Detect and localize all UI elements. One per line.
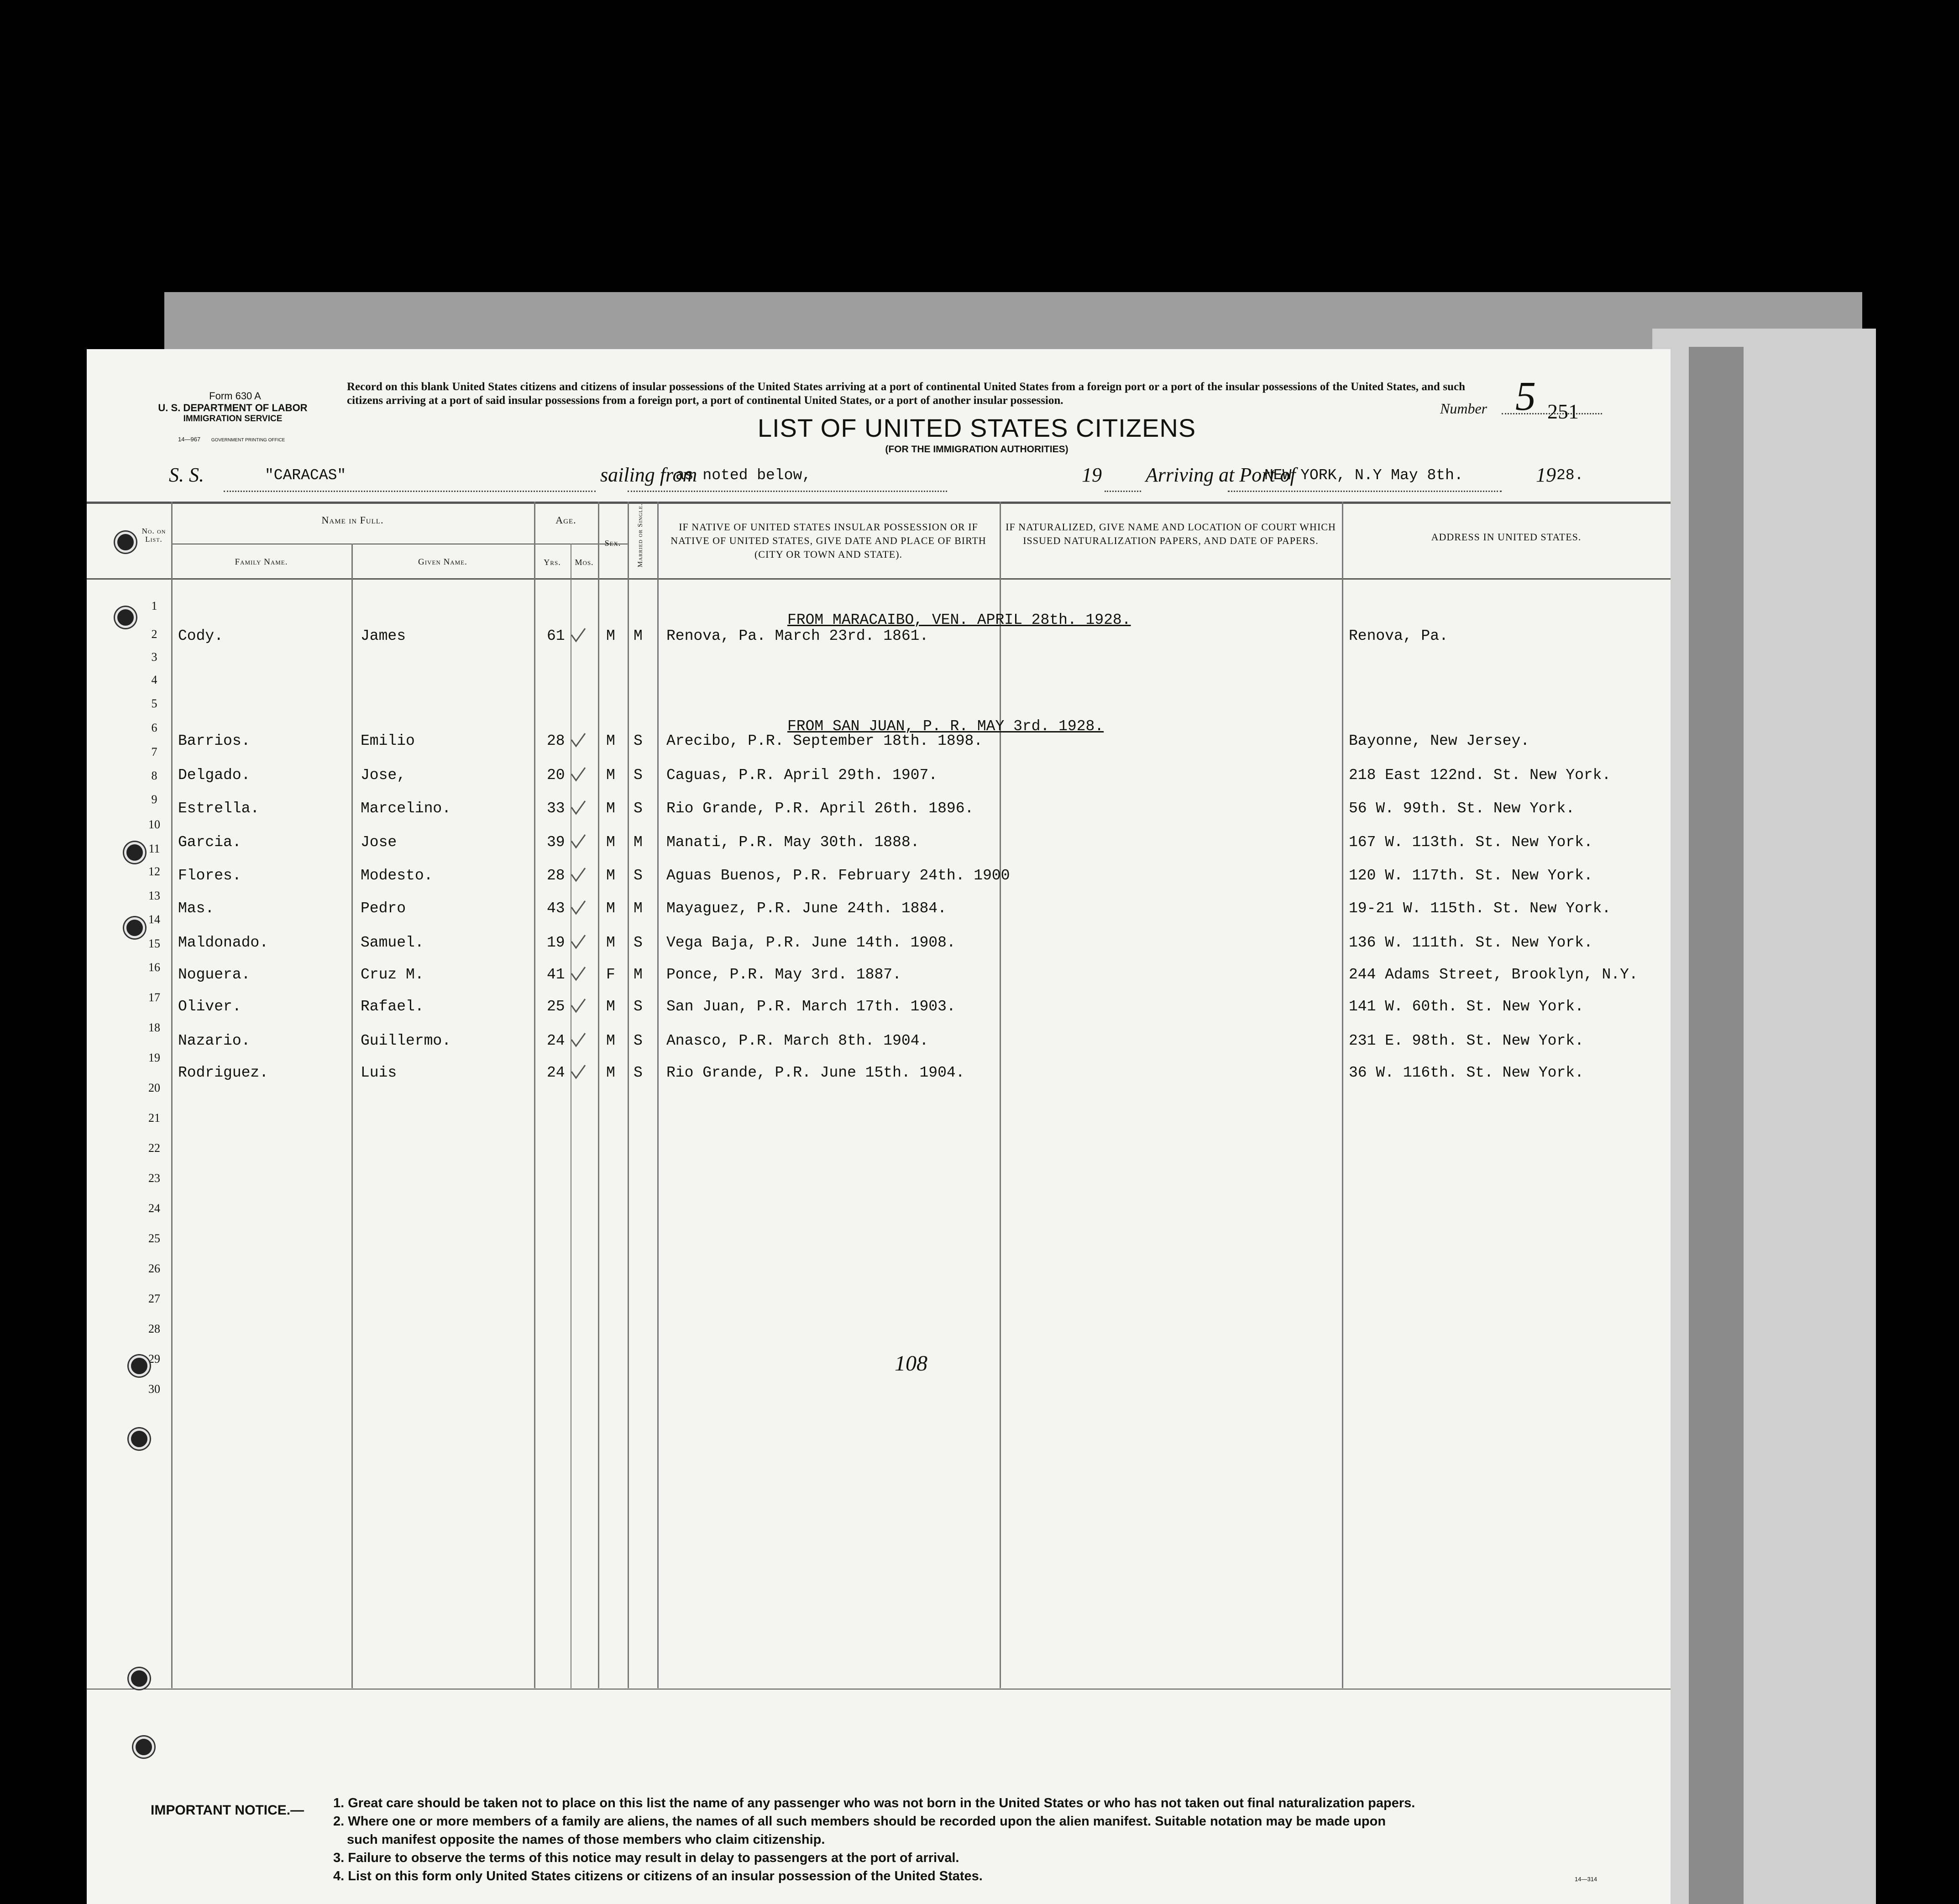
family-name-cell: Noguera. xyxy=(178,966,251,983)
col-divider xyxy=(171,502,173,1688)
check-mark-icon xyxy=(570,800,586,816)
given-name-cell: Cruz M. xyxy=(361,966,424,983)
col-header-married: Married or Single. xyxy=(637,503,644,568)
given-name-cell: James xyxy=(361,628,406,644)
address-cell: 141 W. 60th. St. New York. xyxy=(1349,998,1584,1015)
page-stamp: 108 xyxy=(895,1351,927,1376)
check-mark-icon xyxy=(570,1064,586,1081)
marital-status-cell: S xyxy=(634,1032,643,1049)
notice-item-3: 3. Failure to observe the terms of this notice may result in delay to passengers at the port of arrival. xyxy=(333,1851,959,1865)
notice-item-1: 1. Great care should be taken not to place on this list the name of any passenger who was not born in the United States or who has not taken out final naturalization papers. xyxy=(333,1796,1415,1810)
binding-hole xyxy=(124,917,145,938)
col-header-age: Age. xyxy=(555,514,576,526)
given-name-cell: Modesto. xyxy=(361,867,433,884)
binding-hole xyxy=(133,1737,154,1758)
number-value: 5 xyxy=(1515,374,1536,419)
col-divider xyxy=(1342,502,1343,1688)
row-number: 18 xyxy=(148,1021,160,1034)
year-prefix: 19 xyxy=(1082,464,1102,486)
sailing-label: sailing from xyxy=(600,464,697,486)
header-bottom-border xyxy=(87,578,1671,580)
family-name-cell: Mas. xyxy=(178,900,215,917)
col-divider xyxy=(657,502,659,1688)
marital-status-cell: S xyxy=(634,867,643,884)
age-cell: 24 xyxy=(547,1032,565,1049)
row-number: 9 xyxy=(151,793,157,806)
row-number: 25 xyxy=(148,1232,160,1245)
sex-cell: M xyxy=(606,867,615,884)
col-header-native-info: IF NATIVE OF UNITED STATES INSULAR POSSESSION OR IF NATIVE OF UNITED STATES, GIVE DATE AND PLACE OF BIRTH (CITY OR TOWN AND STATE). xyxy=(670,521,986,560)
notice-label: IMPORTANT NOTICE.— xyxy=(151,1803,304,1818)
row-number: 16 xyxy=(148,961,160,974)
family-name-cell: Barrios. xyxy=(178,732,251,749)
birth-info-cell: Aguas Buenos, P.R. February 24th. 1900 xyxy=(666,867,1010,884)
binding-hole xyxy=(129,1355,150,1376)
age-cell: 33 xyxy=(547,800,565,817)
notice-item-4: 4. List on this form only United States citizens or citizens of an insular possession of the United States. xyxy=(333,1869,983,1883)
given-name-cell: Jose, xyxy=(361,767,406,784)
marital-status-cell: M xyxy=(634,900,643,917)
ship-blank xyxy=(224,491,596,492)
family-name-cell: Nazario. xyxy=(178,1032,251,1049)
age-cell: 19 xyxy=(547,934,565,951)
address-cell: 36 W. 116th. St. New York. xyxy=(1349,1064,1584,1081)
stamp-number: 251 xyxy=(1547,400,1579,423)
check-mark-icon xyxy=(570,834,586,850)
sex-cell: M xyxy=(606,1032,615,1049)
address-cell: 19-21 W. 115th. St. New York. xyxy=(1349,900,1611,917)
age-cell: 28 xyxy=(547,867,565,884)
family-name-cell: Cody. xyxy=(178,628,224,644)
marital-status-cell: S xyxy=(634,934,643,951)
row-number: 7 xyxy=(151,745,157,758)
binding-hole xyxy=(124,842,145,863)
col-header-no: No. on List. xyxy=(141,527,166,544)
marital-status-cell: M xyxy=(634,834,643,851)
birth-info-cell: Vega Baja, P.R. June 14th. 1908. xyxy=(666,934,956,951)
address-cell: 231 E. 98th. St. New York. xyxy=(1349,1032,1584,1049)
row-number: 21 xyxy=(148,1111,160,1125)
marital-status-cell: S xyxy=(634,732,643,749)
birth-info-cell: Caguas, P.R. April 29th. 1907. xyxy=(666,767,938,784)
family-name-cell: Delgado. xyxy=(178,767,251,784)
birth-info-cell: Ponce, P.R. May 3rd. 1887. xyxy=(666,966,901,983)
check-mark-icon xyxy=(570,966,586,983)
row-number: 14 xyxy=(148,913,160,926)
address-cell: 120 W. 117th. St. New York. xyxy=(1349,867,1593,884)
form-number: Form 630 A xyxy=(209,390,261,402)
check-mark-icon xyxy=(570,732,586,749)
family-name-cell: Estrella. xyxy=(178,800,260,817)
row-number: 17 xyxy=(148,991,160,1004)
age-cell: 20 xyxy=(547,767,565,784)
arrival-blank xyxy=(1228,491,1502,492)
print-code-number: 14—967 xyxy=(178,436,201,443)
row-number: 27 xyxy=(148,1292,160,1305)
sex-cell: M xyxy=(606,628,615,644)
col-divider xyxy=(534,502,535,1688)
row-number: 23 xyxy=(148,1172,160,1185)
marital-status-cell: M xyxy=(634,966,643,983)
given-name-cell: Jose xyxy=(361,834,397,851)
table-top-border xyxy=(87,502,1671,504)
col-divider xyxy=(1000,502,1001,1688)
given-name-cell: Samuel. xyxy=(361,934,424,951)
row-number: 13 xyxy=(148,889,160,902)
birth-info-cell: Renova, Pa. March 23rd. 1861. xyxy=(666,628,929,644)
birth-info-cell: Rio Grande, P.R. June 15th. 1904. xyxy=(666,1064,965,1081)
sailing-from: as noted below, xyxy=(676,467,812,484)
col-header-naturalized-info: IF NATURALIZED, GIVE NAME AND LOCATION OF COURT WHICH ISSUED NATURALIZATION PAPERS, AND DATE OF PAPERS. xyxy=(1006,521,1336,546)
binding-hole xyxy=(129,1428,150,1449)
col-divider xyxy=(351,544,353,1688)
table-bottom-border xyxy=(87,1689,1671,1690)
section-header-san-juan: FROM SAN JUAN, P. R. MAY 3rd. 1928. xyxy=(787,718,1104,735)
birth-info-cell: Rio Grande, P.R. April 26th. 1896. xyxy=(666,800,974,817)
col-header-family-name: Family Name. xyxy=(235,557,288,567)
check-mark-icon xyxy=(570,628,586,644)
check-mark-icon xyxy=(570,767,586,783)
sex-cell: M xyxy=(606,900,615,917)
background-sheet xyxy=(1652,329,1876,1904)
sex-cell: F xyxy=(606,966,615,983)
arrival-year: 28. xyxy=(1556,467,1584,484)
address-cell: Bayonne, New Jersey. xyxy=(1349,732,1530,749)
form-instructions: Record on this blank United States citizens and citizens of insular possessions of the United States arriving at a port of continental United States from a foreign port or a port of the insular possessions of the United States, and such citizens arriving at a port of said insular possessions from a foreign port, a port of continental United States, or a port of another insular possession. xyxy=(347,381,1465,407)
birth-info-cell: Manati, P.R. May 30th. 1888. xyxy=(666,834,920,851)
row-number: 20 xyxy=(148,1081,160,1094)
check-mark-icon xyxy=(570,934,586,951)
check-mark-icon xyxy=(570,1032,586,1049)
notice-item-2-cont: such manifest opposite the names of those members who claim citizenship. xyxy=(347,1832,825,1847)
given-name-cell: Guillermo. xyxy=(361,1032,451,1049)
arrival-port: NEW YORK, N.Y May 8th. xyxy=(1264,467,1463,484)
row-number: 28 xyxy=(148,1322,160,1335)
sex-cell: M xyxy=(606,800,615,817)
col-divider xyxy=(598,502,599,1688)
row-number: 26 xyxy=(148,1262,160,1275)
birth-info-cell: San Juan, P.R. March 17th. 1903. xyxy=(666,998,956,1015)
marital-status-cell: S xyxy=(634,767,643,784)
marital-status-cell: M xyxy=(634,628,643,644)
print-code xyxy=(178,436,285,443)
check-mark-icon xyxy=(570,867,586,884)
binding-hole xyxy=(115,607,136,628)
age-cell: 25 xyxy=(547,998,565,1015)
row-number: 6 xyxy=(151,721,157,734)
marital-status-cell: S xyxy=(634,1064,643,1081)
row-number: 5 xyxy=(151,697,157,710)
sex-cell: M xyxy=(606,998,615,1015)
form-subtitle: (FOR THE IMMIGRATION AUTHORITIES) xyxy=(885,444,1069,455)
number-label: Number xyxy=(1440,400,1488,417)
col-header-given-name: Given Name. xyxy=(418,557,467,567)
age-cell: 28 xyxy=(547,732,565,749)
family-name-cell: Rodriguez. xyxy=(178,1064,269,1081)
department-name: U. S. DEPARTMENT OF LABOR xyxy=(158,402,308,413)
address-cell: 244 Adams Street, Brooklyn, N.Y. xyxy=(1349,966,1638,983)
row-number: 29 xyxy=(148,1352,160,1365)
family-name-cell: Flores. xyxy=(178,867,241,884)
arrival-year-prefix: 19 xyxy=(1536,464,1556,486)
address-cell: 218 East 122nd. St. New York. xyxy=(1349,767,1611,784)
sailing-blank xyxy=(628,491,947,492)
given-name-cell: Emilio xyxy=(361,732,415,749)
row-number: 24 xyxy=(148,1202,160,1215)
check-mark-icon xyxy=(570,998,586,1015)
row-number: 30 xyxy=(148,1382,160,1396)
row-number: 15 xyxy=(148,937,160,950)
row-number: 12 xyxy=(148,865,160,878)
marital-status-cell: S xyxy=(634,800,643,817)
address-cell: 167 W. 113th. St. New York. xyxy=(1349,834,1593,851)
family-name-cell: Garcia. xyxy=(178,834,241,851)
arriving-label: Arriving at Port of xyxy=(1146,464,1296,486)
given-name-cell: Pedro xyxy=(361,900,406,917)
print-office: GOVERNMENT PRINTING OFFICE xyxy=(211,438,285,443)
row-number: 8 xyxy=(151,769,157,782)
sex-cell: M xyxy=(606,934,615,951)
birth-info-cell: Anasco, P.R. March 8th. 1904. xyxy=(666,1032,929,1049)
background-sheet xyxy=(1689,347,1744,1904)
service-name: IMMIGRATION SERVICE xyxy=(183,414,283,424)
given-name-cell: Rafael. xyxy=(361,998,424,1015)
ss-label: S. S. xyxy=(169,464,204,486)
age-cell: 39 xyxy=(547,834,565,851)
sex-cell: M xyxy=(606,834,615,851)
row-number: 11 xyxy=(148,842,160,855)
address-cell: 136 W. 111th. St. New York. xyxy=(1349,934,1593,951)
birth-info-cell: Arecibo, P.R. September 18th. 1898. xyxy=(666,732,983,749)
sex-cell: M xyxy=(606,1064,615,1081)
ship-name: "CARACAS" xyxy=(265,467,346,484)
col-header-mos: Mos. xyxy=(575,558,594,567)
row-number: 19 xyxy=(148,1051,160,1064)
row-number: 22 xyxy=(148,1141,160,1155)
row-number: 2 xyxy=(151,628,157,641)
binding-hole xyxy=(129,1668,150,1689)
binding-hole xyxy=(115,532,136,553)
col-header-address: ADDRESS IN UNITED STATES. xyxy=(1431,531,1582,543)
form-title: LIST OF UNITED STATES CITIZENS xyxy=(757,413,1196,442)
age-cell: 41 xyxy=(547,966,565,983)
birth-info-cell: Mayaguez, P.R. June 24th. 1884. xyxy=(666,900,947,917)
age-cell: 61 xyxy=(547,628,565,644)
marital-status-cell: S xyxy=(634,998,643,1015)
col-header-sex: Sex. xyxy=(604,539,621,548)
sex-cell: M xyxy=(606,767,615,784)
age-cell: 43 xyxy=(547,900,565,917)
manifest-sheet xyxy=(87,349,1671,1904)
given-name-cell: Marcelino. xyxy=(361,800,451,817)
row-number: 1 xyxy=(151,599,157,612)
family-name-cell: Oliver. xyxy=(178,998,241,1015)
col-header-yrs: Yrs. xyxy=(544,558,561,567)
check-mark-icon xyxy=(570,900,586,916)
col-divider xyxy=(628,502,629,1688)
age-cell: 24 xyxy=(547,1064,565,1081)
year-blank xyxy=(1105,491,1141,492)
section-header-maracaibo: FROM MARACAIBO, VEN. APRIL 28th. 1928. xyxy=(787,612,1131,628)
row-number: 4 xyxy=(151,673,157,686)
address-cell: 56 W. 99th. St. New York. xyxy=(1349,800,1575,817)
sex-cell: M xyxy=(606,732,615,749)
col-header-name-in-full: Name in Full. xyxy=(321,514,384,526)
row-number: 10 xyxy=(148,818,160,831)
bottom-code: 14—314 xyxy=(1575,1876,1598,1883)
notice-item-2: 2. Where one or more members of a family are aliens, the names of all such members should be recorded upon the alien manifest. Suitable notation may be made upon xyxy=(333,1814,1386,1829)
family-name-cell: Maldonado. xyxy=(178,934,269,951)
given-name-cell: Luis xyxy=(361,1064,397,1081)
row-number: 3 xyxy=(151,650,157,664)
address-cell: Renova, Pa. xyxy=(1349,628,1448,644)
